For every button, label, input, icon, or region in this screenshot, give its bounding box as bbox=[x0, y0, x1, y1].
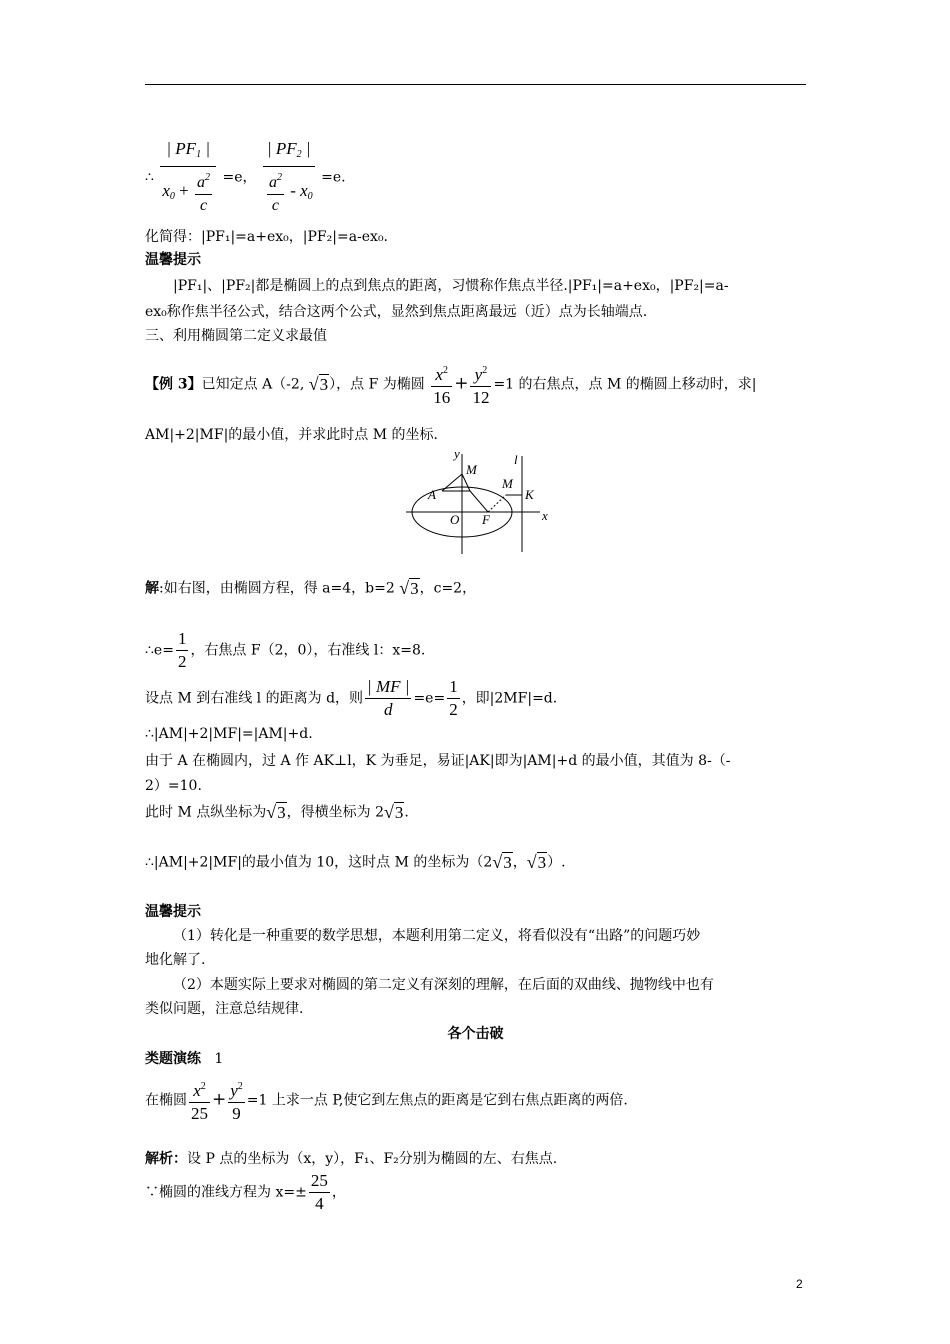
tip-1-line-1: |PF₁|、|PF₂|都是椭圆上的点到焦点的距离，习惯称作焦点半径.|PF₁|=a+ex₀，|PF₂|=a- bbox=[173, 278, 729, 294]
tip-2-p1-line-2: 地化解了. bbox=[145, 952, 206, 968]
tip-title-1: 温馨提示 bbox=[145, 252, 201, 268]
simplify-text: 化简得：|PF₁|=a+ex₀，|PF₂|=a-ex₀. bbox=[145, 229, 389, 245]
tip-2-p2-line-2: 类似问题，注意总结规律. bbox=[145, 1001, 304, 1017]
solution-line-8: ∴|AM|+2|MF|的最小值为 10，这时点 M 的坐标为（2√3，√3）. bbox=[145, 852, 566, 872]
label-m2: M bbox=[502, 476, 513, 491]
label-f: F bbox=[482, 512, 490, 527]
solution-line-3: 设点 M 到右准线 l 的距离为 d，则 $\frac{| MF |}{d}$ =e= $\frac{1}{2}$ ，即|2MF|=d. bbox=[145, 677, 558, 719]
solution-line-2: ∴e= $\frac{1}{2}$ ，右焦点 F（2，0），右准线 l：x=8. bbox=[145, 629, 426, 671]
solution-line-5: 由于 A 在椭圆内，过 A 作 AK⊥l，K 为垂足，易证|AK|即为|AM|+d 的最小值，其值为 8-（- bbox=[145, 753, 731, 769]
analysis-line-2: ∵椭圆的准线方程为 x=± $\frac{25}{4}$ ， bbox=[145, 1171, 346, 1213]
label-l: l bbox=[514, 452, 518, 467]
label-k: K bbox=[525, 487, 534, 502]
segment-mf bbox=[470, 491, 488, 512]
label-m1: M bbox=[466, 462, 477, 477]
heading-break-through: 各个击破 bbox=[447, 1026, 504, 1042]
solution-line-1: 解:如右图，由椭圆方程，得 a=4，b=2 √3，c=2， bbox=[145, 578, 477, 598]
section-heading-3: 三、利用椭圆第二定义求最值 bbox=[145, 328, 327, 344]
fraction-pf2: | $PF_2$ | $\frac{a^2}{c}$ - $x_0$ bbox=[263, 138, 315, 217]
segment-a-m bbox=[442, 474, 462, 491]
practice-heading: 类题演练 1 bbox=[145, 1051, 224, 1067]
example-3-statement: 【例 3】已知定点 A（-2, √3），点 F 为椭圆 $\frac{x^2}{16}$ + $\frac{y^2}{12}$ =1 的右焦点，点 M 的椭圆上移动时，求| bbox=[145, 360, 806, 410]
label-o: O bbox=[450, 512, 460, 527]
page-number: 2 bbox=[796, 1277, 803, 1291]
label-a: A bbox=[428, 487, 436, 502]
analysis-line-1: 解析：设 P 点的坐标为（x，y），F₁、F₂分别为椭圆的左、右焦点. bbox=[145, 1151, 558, 1167]
practice-statement: 在椭圆 $\frac{x^2}{25}$ + $\frac{y^2}{9}$ =1 上求一点 P,使它到左焦点的距离是它到右焦点距离的两倍. bbox=[145, 1076, 806, 1126]
label-x: x bbox=[542, 508, 548, 523]
solution-line-4: ∴|AM|+2|MF|=|AM|+d. bbox=[145, 726, 313, 742]
label-y: y bbox=[454, 446, 460, 461]
fraction-x2-16: $\frac{x^2}{16}$ bbox=[431, 360, 452, 409]
tip-2-p1-line-1: （1）转化是一种重要的数学思想，本题利用第二定义，将看似没有“出路”的问题巧妙 bbox=[173, 928, 701, 944]
example-3-line-2: AM|+2|MF|的最小值，并求此时点 M 的坐标. bbox=[145, 427, 438, 443]
focal-ratio-equation: ∴ | $PF_1$ | $x_0$ + $\frac{a^2}{c}$ =e， | $PF_2$ | $\frac{a^2}{c}$ - $x_0$ =e. bbox=[145, 138, 806, 217]
fraction-pf1: | $PF_1$ | $x_0$ + $\frac{a^2}{c}$ bbox=[160, 138, 216, 217]
sqrt-3: √3 bbox=[308, 374, 329, 394]
solution-line-7: 此时 M 点纵坐标为√3，得横坐标为 2√3. bbox=[145, 802, 409, 822]
solution-line-6: 2）=10. bbox=[145, 778, 202, 794]
ellipse-figure bbox=[400, 446, 552, 558]
fraction-y2-12: $\frac{y^2}{12}$ bbox=[470, 360, 491, 409]
tip-1-line-2: ex₀称作焦半径公式，结合这两个公式，显然到焦点距离最远（近）点为长轴端点. bbox=[145, 304, 648, 320]
tip-2-p2-line-1: （2）本题实际上要求对椭圆的第二定义有深刻的理解，在后面的双曲线、抛物线中也有 bbox=[173, 977, 714, 993]
header-rule bbox=[145, 84, 806, 85]
segment-f-m2 bbox=[488, 495, 506, 512]
tip-title-2: 温馨提示 bbox=[145, 904, 201, 920]
